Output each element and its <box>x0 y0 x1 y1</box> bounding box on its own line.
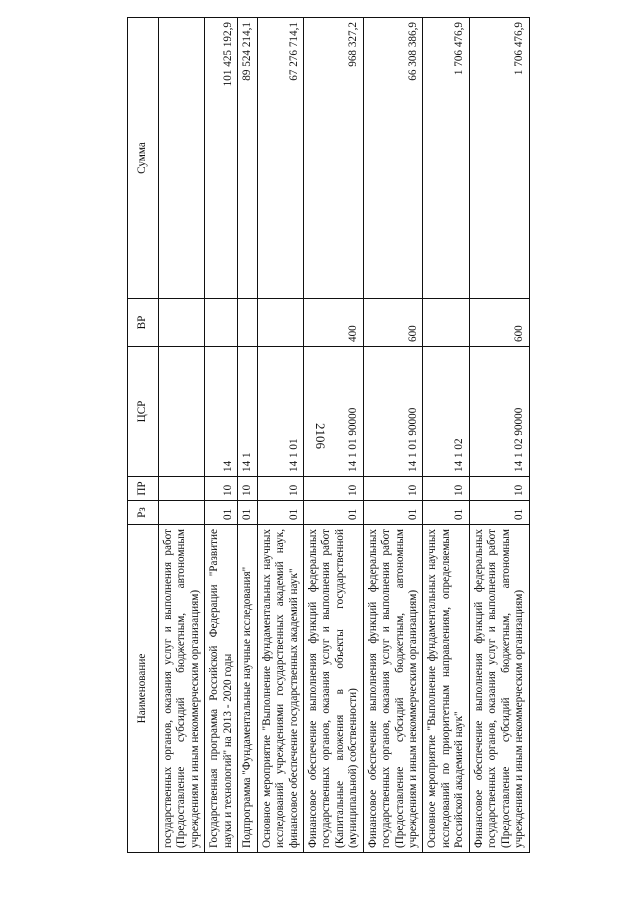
row-name: государственных органов, оказания услуг и выполнения работ (Предоставление субсидий бюджетным, автономным учреждениям и иным некоммерческим организациям) <box>159 525 205 853</box>
table-row <box>257 18 303 853</box>
header-sum: Сумма <box>128 18 159 299</box>
row-vr <box>159 299 205 347</box>
row-pr: 10 <box>303 477 363 501</box>
row-rz: 01 <box>363 501 423 525</box>
table-row <box>423 18 469 853</box>
row-vr: 600 <box>363 299 423 347</box>
row-rz: 01 <box>303 501 363 525</box>
table-header-row <box>128 18 159 853</box>
header-vr: ВР <box>128 299 159 347</box>
row-csr: 14 1 01 <box>257 347 303 477</box>
table-row <box>363 18 423 853</box>
row-sum: 1 706 476,9 <box>469 18 529 299</box>
row-name: Подпрограмма "Фундаментальные научные исследования" <box>238 525 257 853</box>
row-name: Финансовое обеспечение выполнения функций федеральных государственных органов, оказания услуг и выполнения работ (Предоставление субсидий бюджетным, автономным учреждениям и иным некоммерческим организациям) <box>363 525 423 853</box>
header-name: Наименование <box>128 525 159 853</box>
row-rz: 01 <box>469 501 529 525</box>
row-sum: 101 425 192,9 <box>205 18 238 299</box>
header-pr: ПР <box>128 477 159 501</box>
table-row <box>159 18 205 853</box>
row-rz: 01 <box>423 501 469 525</box>
row-name: Основное мероприятие "Выполнение фундаментальных научных исследований учреждениями государственных академий наук, финансовое обеспечение государственных академий наук" <box>257 525 303 853</box>
header-rz: Рз <box>128 501 159 525</box>
row-pr <box>159 477 205 501</box>
row-pr: 10 <box>423 477 469 501</box>
row-csr: 14 1 02 90000 <box>469 347 529 477</box>
rotated-table-container <box>127 18 640 853</box>
page-number-text: 2106 <box>313 423 328 449</box>
row-sum: 67 276 714,1 <box>257 18 303 299</box>
row-vr: 600 <box>469 299 529 347</box>
row-rz: 01 <box>205 501 238 525</box>
row-rz: 01 <box>257 501 303 525</box>
row-pr: 10 <box>363 477 423 501</box>
row-pr: 10 <box>238 477 257 501</box>
row-csr: 14 1 <box>238 347 257 477</box>
row-sum: 89 524 214,1 <box>238 18 257 299</box>
row-vr: 400 <box>303 299 363 347</box>
header-csr: ЦСР <box>128 347 159 477</box>
row-csr <box>159 347 205 477</box>
budget-table <box>127 17 530 853</box>
row-name: Основное мероприятие "Выполнение фундаментальных научных исследований по приоритетным направлениям, определяемым Российской академией наук" <box>423 525 469 853</box>
row-pr: 10 <box>469 477 529 501</box>
row-csr: 14 <box>205 347 238 477</box>
row-vr <box>238 299 257 347</box>
row-rz: 01 <box>238 501 257 525</box>
row-vr <box>423 299 469 347</box>
row-vr <box>205 299 238 347</box>
row-csr: 14 1 02 <box>423 347 469 477</box>
row-name: Финансовое обеспечение выполнения функций федеральных государственных органов, оказания услуг и выполнения работ (Капитальные вложения в объекты государственной (муниципальной) собственности) <box>303 525 363 853</box>
row-pr: 10 <box>205 477 238 501</box>
row-rz <box>159 501 205 525</box>
row-sum: 1 706 476,9 <box>423 18 469 299</box>
row-pr: 10 <box>257 477 303 501</box>
row-sum: 968 327,2 <box>303 18 363 299</box>
row-csr: 14 1 01 90000 <box>363 347 423 477</box>
row-name: Государственная программа Российской Федерации "Развитие науки и технологий" на 2013 - 2020 годы <box>205 525 238 853</box>
row-csr: 14 1 01 90000 <box>303 347 363 477</box>
table-row <box>303 18 363 853</box>
row-sum: 66 308 386,9 <box>363 18 423 299</box>
table-row <box>469 18 529 853</box>
row-vr <box>257 299 303 347</box>
table-row <box>238 18 257 853</box>
row-sum <box>159 18 205 299</box>
row-name: Финансовое обеспечение выполнения функций федеральных государственных органов, оказания услуг и выполнения работ (Предоставление субсидий бюджетным, автономным учреждениям и иным некоммерческим организациям) <box>469 525 529 853</box>
table-row <box>205 18 238 853</box>
